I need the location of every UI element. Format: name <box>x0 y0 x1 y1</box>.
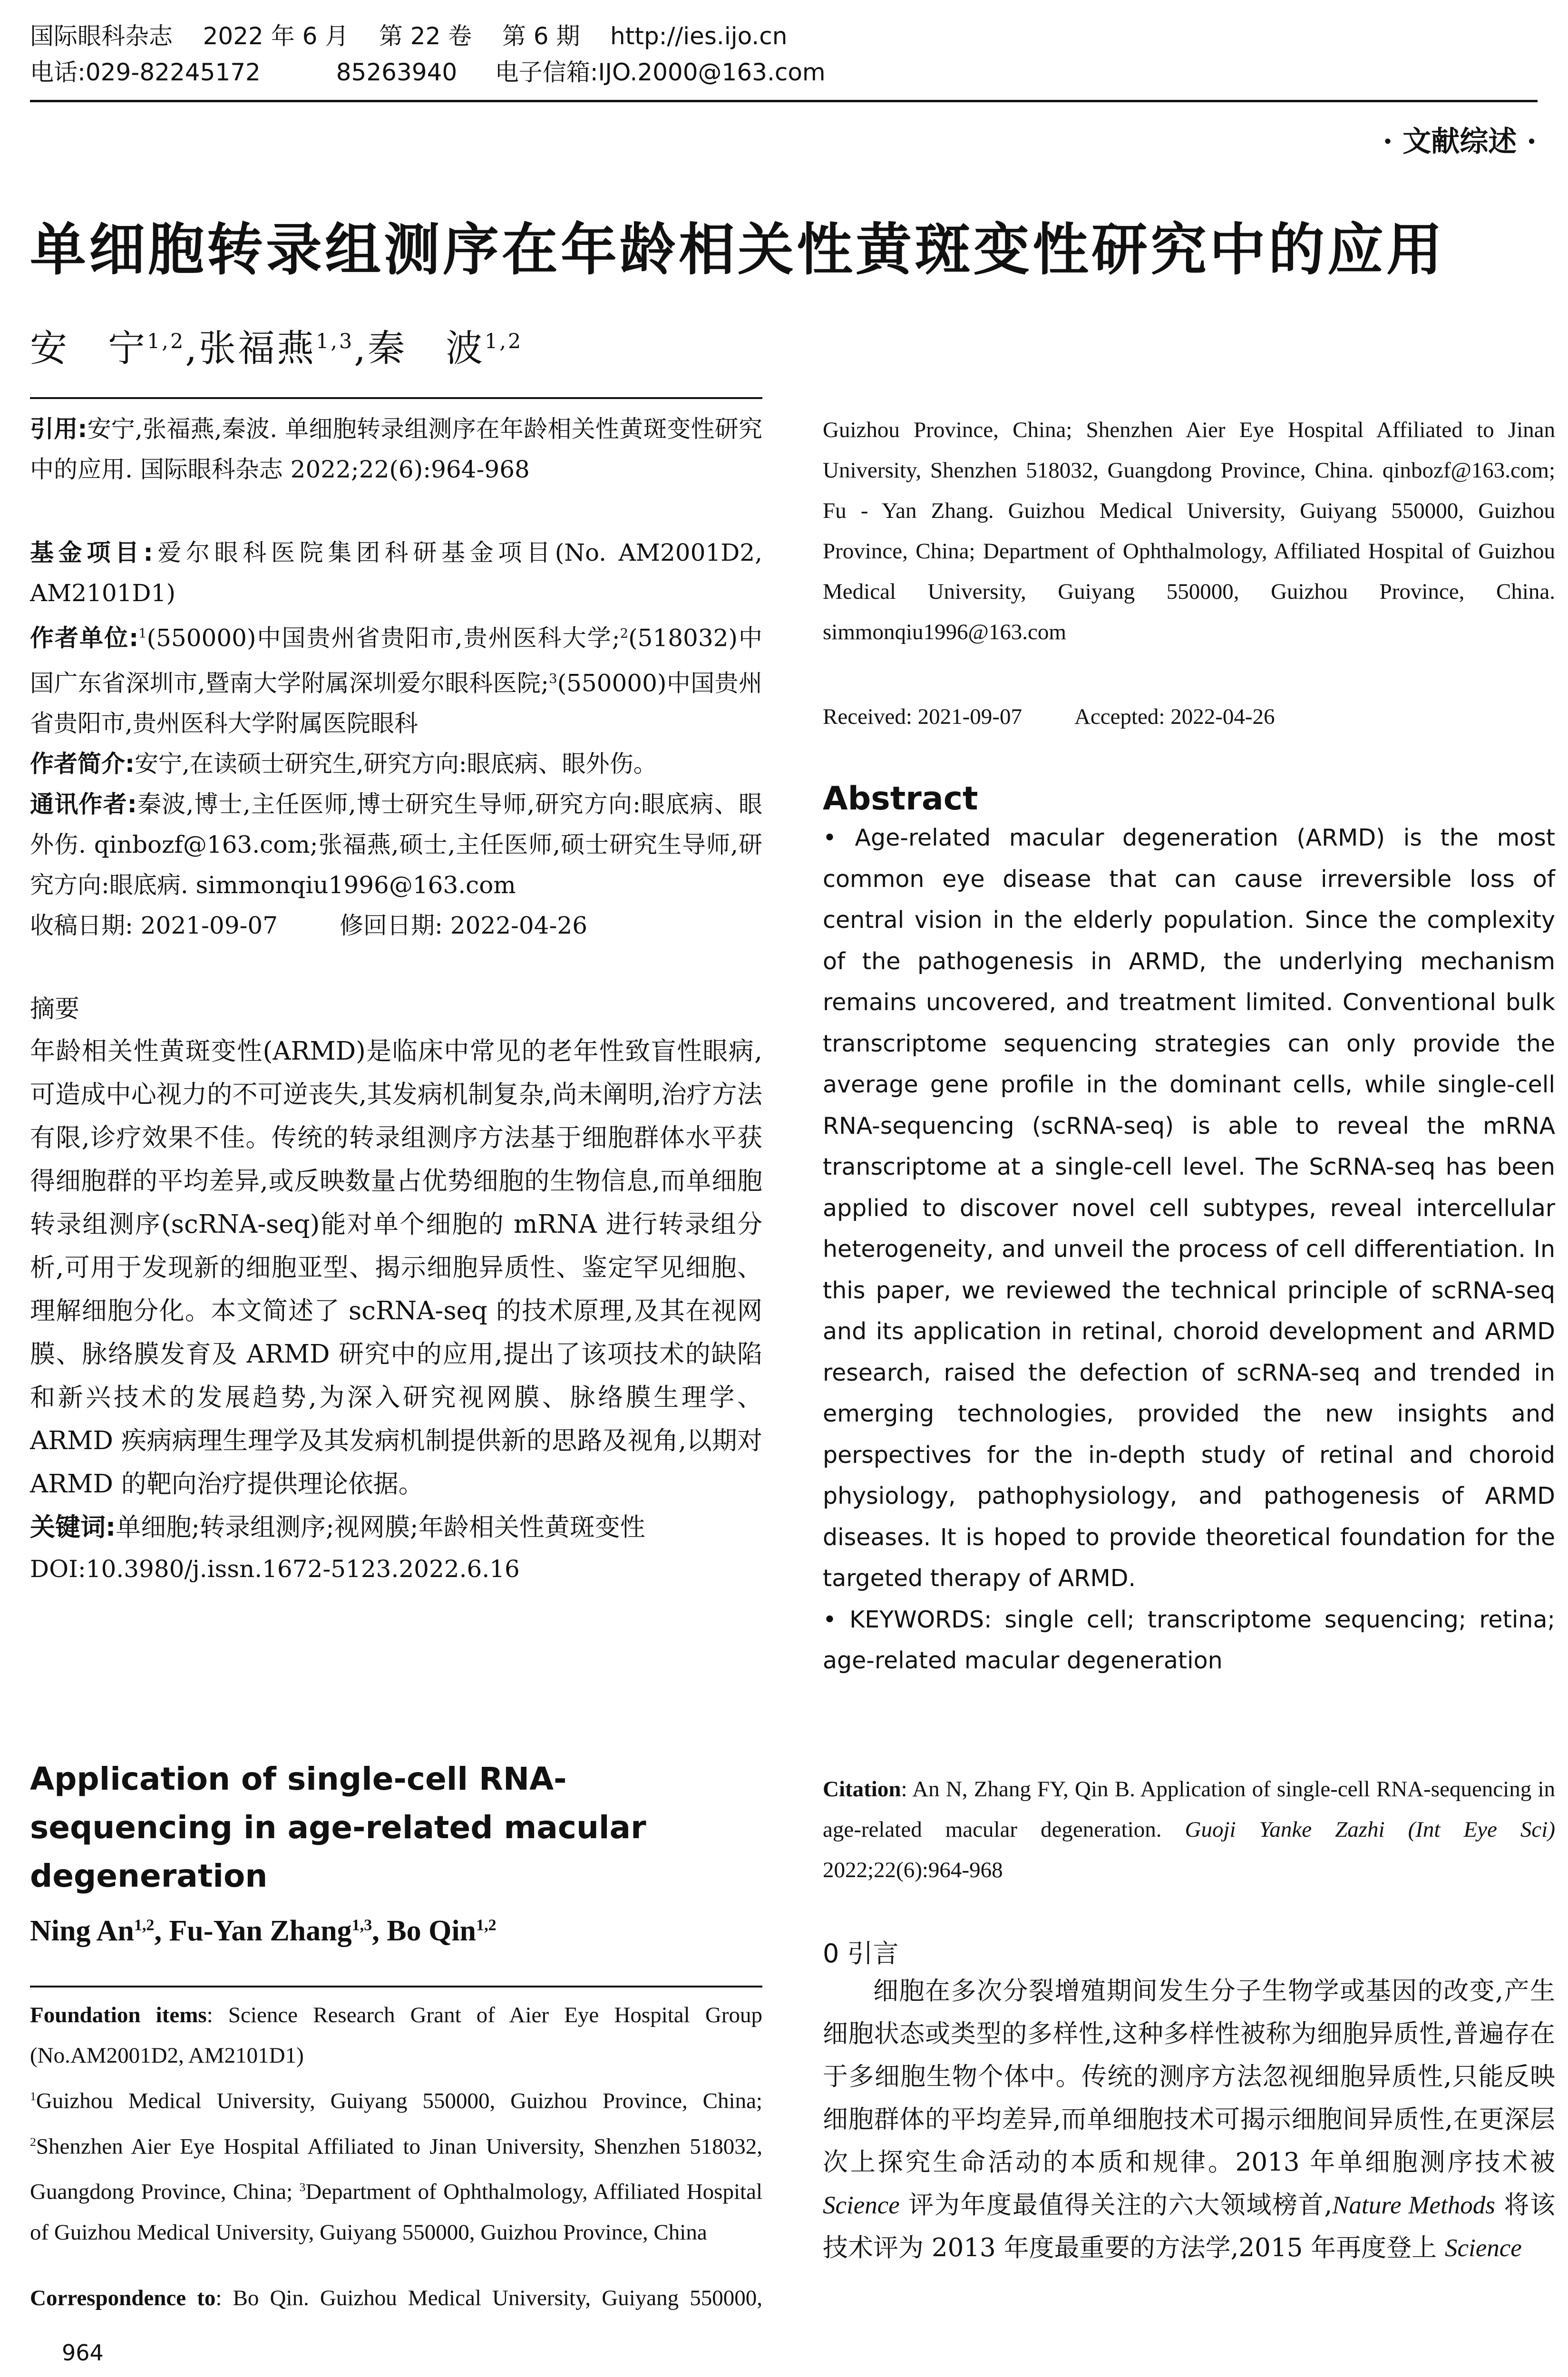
intro-paragraph <box>823 1970 1555 2270</box>
correspondence-en-continued <box>823 410 1555 738</box>
abstract-en <box>823 780 1555 1682</box>
affiliation-cn <box>30 614 762 744</box>
affiliation-en <box>30 2076 762 2253</box>
accepted-en: Accepted: 2022-04-26 <box>1074 704 1275 729</box>
correspondence-en-text-cont: Guizhou Province, China; Shenzhen Aier Eye Hospital Affiliated to Jinan University, Shenzhen 518032, Guangdong Province, China. qinbozf@163.com; Fu - Yan Zhang. Guizhou Medical University, Guiyang 550000, Guizhou Province, China; Department of Ophthalmology, Affiliated Hospital of Guizhou Medical University, Guiyang 550000, Guizhou Province, China. simmonqiu1996@163.com <box>823 418 1555 644</box>
author-1: 安 宁 <box>30 327 147 370</box>
header-line-1: 国际眼科杂志 2022 年 6 月 第 22 卷 第 6 期 http://ies.ijo.cn <box>30 22 788 50</box>
affil-en-sup-1: 1 <box>30 2089 36 2103</box>
affil-text-1: (550000)中国贵州省贵阳市,贵州医科大学; <box>146 624 620 652</box>
affil-text-3: (550000)中国贵州省贵阳市,贵州医科大学附属医院眼科 <box>30 669 762 738</box>
bio-cn-text: 安宁,在读硕士研究生,研究方向:眼底病、眼外伤。 <box>135 750 657 778</box>
bio-cn <box>30 744 762 784</box>
intro-italic-3: Science <box>1445 2234 1522 2262</box>
citation-en <box>823 1769 1555 1890</box>
citation-en-label: Citation <box>823 1777 901 1802</box>
author-2: ,张福燕 <box>185 327 316 370</box>
intro-text-1: 细胞在多次分裂增殖期间发生分子生物学或基因的改变,产生细胞状态或类型的多样性,这种多样性被称为细胞异质性,普遍存在于多细胞生物个体中。传统的测序方法忽视细胞异质性,只能反映细胞群体的平均差异,而单细胞技术可揭示细胞间异质性,在更深层次上探究生命活动的本质和规律。2013 年单细胞测序技术被 <box>823 1977 1555 2177</box>
keywords-cn-text: 单细胞;转录组测序;视网膜;年龄相关性黄斑变性 <box>116 1513 645 1542</box>
intro-italic-1: Science <box>823 2192 900 2219</box>
abstract-en-text: • Age-related macular degeneration (ARMD) is the most common eye disease that can cause irreversible loss of central vision in the elderly population. Since the complexity of the pathogenesis in ARMD, the underlying mechanism remains uncovered, and treatment limited. Conventional bulk transcriptome sequencing strategies can only provide the average gene profile in the dominant cells, while single-cell RNA-sequencing (scRNA-seq) is able to reveal the mRNA transcriptome at a single-cell level. The ScRNA-seq has been applied to discover novel cell subtypes, reveal intercellular heterogeneity, and unveil the process of cell differentiation. In this paper, we reviewed the technical principle of scRNA-seq and its application in retinal, choroid development and ARMD research, raised the defection of scRNA-seq and trended in emerging technologies, provided the new insights and perspectives for the in-depth study of retinal and choroid physiology, pathophysiology, and pathogenesis of ARMD diseases. It is hoped to provide theoretical foundation for the targeted therapy of ARMD. <box>823 824 1555 1592</box>
citation-cn <box>30 409 762 490</box>
journal-header <box>30 18 1538 90</box>
abstract-en-heading: Abstract <box>823 780 978 818</box>
affil-sup-1: 1 <box>138 626 147 641</box>
foundation-en-text: : Science Research Grant of Aier Eye Hospital Group (No.AM2001D2, AM2101D1) <box>30 2003 762 2068</box>
author-en-1: Ning An <box>30 1915 134 1947</box>
abstract-cn <box>30 989 762 1589</box>
foundation-cn <box>30 533 762 614</box>
doi: DOI:10.3980/j.issn.1672-5123.2022.6.16 <box>30 1555 520 1583</box>
revised-cn: 修回日期: 2022-04-26 <box>340 912 588 940</box>
affil-en-sup-2: 2 <box>30 2134 36 2149</box>
correspondence-en-text: : Bo Qin. Guizhou Medical University, Guiyang 550000, <box>215 2286 762 2310</box>
intro-heading: 0 引言 <box>823 1939 899 1968</box>
author-en-2: , Fu-Yan Zhang <box>154 1915 352 1947</box>
correspondence-en-flow <box>823 410 1555 653</box>
correspondence-cn <box>30 784 762 906</box>
affil-sup-3: 3 <box>549 671 557 686</box>
en-authors-divider <box>30 1986 762 1987</box>
affil-en-sup-3: 3 <box>299 2180 306 2194</box>
keywords-cn <box>30 1506 762 1549</box>
author-en-3: , Bo Qin <box>372 1915 477 1947</box>
author-en-1-affil: 1,2 <box>134 1916 155 1934</box>
citation-en-text: : An N, Zhang FY, Qin B. Application of single-cell RNA-sequencing in age-related macular degeneration. <box>823 1777 1555 1842</box>
foundation-cn-label: 基金项目: <box>30 539 153 566</box>
affil-en-text-3: Department of Ophthalmology, Affiliated Hospital of Guizhou Medical University, Guiyang 550000, Guizhou Province, China <box>30 2179 762 2245</box>
authors-cn <box>30 319 523 372</box>
correspondence-en-label: Correspondence to <box>30 2286 216 2310</box>
article-title-en: Application of single-cell RNA-sequencing in age-related macular degeneration <box>30 1761 646 1894</box>
correspondence-cn-label: 通讯作者: <box>30 790 137 818</box>
author-en-3-affil: 1,2 <box>476 1916 497 1934</box>
citation-cn-label: 引用: <box>30 415 88 443</box>
foundation-en <box>30 1995 762 2076</box>
affil-text-2: (518032)中国广东省深圳市,暨南大学附属深圳爱尔眼科医院; <box>30 624 762 697</box>
citation-cn-text: 安宁,张福燕,秦波. 单细胞转录组测序在年龄相关性黄斑变性研究中的应用. 国际眼科杂志 2022;22(6):964-968 <box>30 415 762 483</box>
affil-sup-2: 2 <box>620 626 629 641</box>
header-divider <box>30 100 1538 102</box>
foundation-en-label: Foundation items <box>30 2003 207 2027</box>
page-number: 964 <box>62 2340 104 2366</box>
received-cn: 收稿日期: 2021-09-07 <box>30 912 278 940</box>
authors-divider <box>30 397 762 399</box>
en-meta-left <box>30 1995 762 2253</box>
author-3-affil: 1,2 <box>485 330 523 353</box>
affil-en-text-1: Guizhou Medical University, Guiyang 550000, Guizhou Province, China; <box>36 2088 762 2114</box>
received-en: Received: 2021-09-07 <box>823 704 1022 729</box>
bio-cn-label: 作者简介: <box>30 750 135 778</box>
keywords-cn-label: 关键词: <box>30 1513 116 1542</box>
section-label: · 文献综述 · <box>1383 125 1537 158</box>
author-en-2-affil: 1,3 <box>351 1916 372 1934</box>
abstract-cn-heading: 摘要 <box>30 995 80 1023</box>
abstract-cn-text: 年龄相关性黄斑变性(ARMD)是临床中常见的老年性致盲性眼病,可造成中心视力的不可逆丧失,其发病机制复杂,尚未阐明,治疗方法有限,诊疗效果不佳。传统的转录组测序方法基于细胞群体水平获得细胞群的平均差异,或反映数量占优势细胞的生物信息,而单细胞转录组测序(scRNA-seq)能对单个细胞的 mRNA 进行转录组分析,可用于发现新的细胞亚型、揭示细胞异质性、鉴定罕见细胞、理解细胞分化。本文简述了 scRNA-seq 的技术原理,及其在视网膜、脉络膜发育及 ARMD 研究中的应用,提出了该项技术的缺陷和新兴技术的发展趋势,为深入研究视网膜、脉络膜生理学、ARMD 疾病病理生理学及其发病机制提供新的思路及视角,以期对 ARMD 的靶向治疗提供理论依据。 <box>30 1037 762 1499</box>
introduction <box>823 1933 1555 2270</box>
intro-italic-2: Nature Methods <box>1332 2192 1495 2219</box>
correspondence-cn-text: 秦波,博士,主任医师,博士研究生导师,研究方向:眼底病、眼外伤. qinbozf@163.com;张福燕,硕士,主任医师,硕士研究生导师,研究方向:眼底病. simmonqiu1996@163.com <box>30 790 762 899</box>
citation-en-tail: 2022;22(6):964-968 <box>823 1858 1003 1882</box>
article-title-cn: 单细胞转录组测序在年龄相关性黄斑变性研究中的应用 <box>30 217 1446 283</box>
author-1-affil: 1,2 <box>147 330 185 353</box>
header-line-2: 电话:029-82245172 85263940 电子信箱:IJO.2000@163.com <box>30 58 826 86</box>
dates-en <box>823 697 1555 737</box>
cn-meta-block <box>30 533 762 946</box>
correspondence-en-start <box>30 2278 762 2319</box>
affil-en-text-2: Shenzhen Aier Eye Hospital Affiliated to Jinan University, Shenzhen 518032, Guangdong Province, China; <box>30 2134 762 2204</box>
authors-en <box>30 1914 762 1948</box>
author-3: ,秦 波 <box>354 327 485 370</box>
author-2-affil: 1,3 <box>316 330 354 353</box>
dates-cn <box>30 906 762 946</box>
citation-en-journal: Guoji Yanke Zazhi (Int Eye Sci) <box>1185 1817 1555 1842</box>
foundation-cn-text: 爱尔眼科医院集团科研基金项目(No. AM2001D2, AM2101D1) <box>30 539 762 607</box>
intro-text-2: 评为年度最值得关注的六大领域榜首, <box>899 2191 1333 2220</box>
intro-text-3: 将该技术评为 2013 年度最重要的方法学,2015 年再度登上 <box>823 2191 1555 2262</box>
keywords-en: • KEYWORDS: single cell; transcriptome sequencing; retina; age-related macular degeneration <box>823 1606 1555 1674</box>
affiliation-cn-label: 作者单位: <box>30 624 139 652</box>
